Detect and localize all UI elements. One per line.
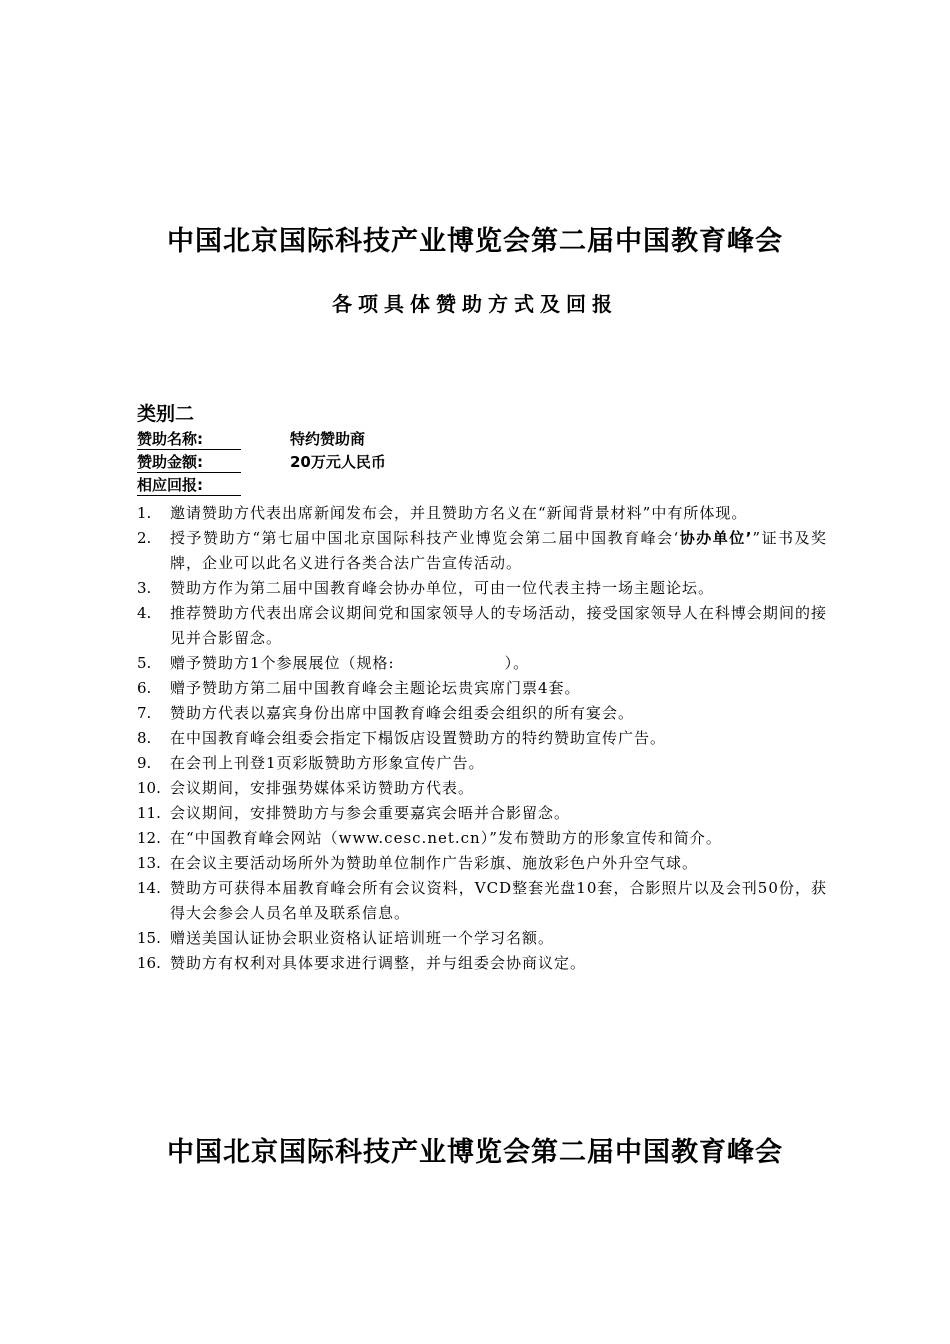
list-item bbox=[137, 576, 827, 601]
list-item bbox=[137, 651, 827, 676]
item-text: 在中国教育峰会组委会指定下榻饭店设置赞助方的特约赞助宣传广告。 bbox=[170, 729, 667, 747]
list-item bbox=[137, 951, 827, 976]
item-text: 在会议主要活动场所外为赞助单位制作广告彩旗、施放彩色户外升空气球。 bbox=[170, 854, 699, 872]
sponsor-name-row bbox=[137, 428, 827, 451]
list-item bbox=[137, 826, 827, 851]
item-text: ）。 bbox=[504, 654, 530, 672]
item-number: 8. bbox=[137, 729, 152, 747]
item-number: 10. bbox=[137, 779, 161, 797]
item-text-bold: 协办单位’ bbox=[679, 529, 753, 547]
item-text: 赞助方作为第二届中国教育峰会协办单位，可由一位代表主持一场主题论坛。 bbox=[170, 579, 715, 597]
sponsor-amount-value: 20万元人民币 bbox=[290, 453, 386, 471]
item-text: 邀请赞助方代表出席新闻发布会，并且赞助方名义在“新闻背景材料”中有所体现。 bbox=[170, 504, 748, 522]
item-number: 16. bbox=[137, 954, 161, 972]
list-item bbox=[137, 726, 827, 751]
sponsorship-section bbox=[137, 400, 827, 976]
returns-list bbox=[137, 501, 827, 976]
list-item bbox=[137, 926, 827, 951]
list-item bbox=[137, 501, 827, 526]
list-item bbox=[137, 701, 827, 726]
item-text: 推荐赞助方代表出席会议期间党和国家领导人的专场活动，接受国家领导人在科博会期间的接见并合影留念。 bbox=[170, 604, 827, 647]
item-text: 赞助方代表以嘉宾身份出席中国教育峰会组委会组织的所有宴会。 bbox=[170, 704, 635, 722]
item-number: 1. bbox=[137, 504, 152, 522]
list-item bbox=[137, 526, 827, 576]
document-subtitle: 各项具体赞助方式及回报 bbox=[332, 292, 618, 316]
item-text: 授予赞助方“第七届中国北京国际科技产业博览会第二届中国教育峰会‘ bbox=[170, 529, 680, 547]
item-number: 12. bbox=[137, 829, 161, 847]
item-number: 3. bbox=[137, 579, 152, 597]
item-number: 11. bbox=[137, 804, 161, 822]
item-text: 赠予赞助方第二届中国教育峰会主题论坛贵宾席门票4套。 bbox=[170, 679, 581, 697]
list-item bbox=[137, 776, 827, 801]
item-text: ”证书及奖牌，企业可以此名义进行各类合法广告宣传活动。 bbox=[170, 529, 828, 572]
returns-row bbox=[137, 474, 827, 497]
returns-label: 相应回报: bbox=[137, 475, 241, 496]
item-text: 赠送美国认证协会职业资格认证培训班一个学习名额。 bbox=[170, 929, 555, 947]
item-text: 会议期间，安排强势媒体采访赞助方代表。 bbox=[170, 779, 475, 797]
sponsor-amount-row bbox=[137, 451, 827, 474]
item-text: 赞助方有权利对具体要求进行调整，并与组委会协商议定。 bbox=[170, 954, 587, 972]
item-number: 7. bbox=[137, 704, 152, 722]
item-text: 在“中国教育峰会网站（www.cesc.net.cn）”发布赞助方的形象宣传和简介。 bbox=[170, 829, 722, 847]
list-item bbox=[137, 876, 827, 926]
list-item bbox=[137, 601, 827, 651]
item-text: 赠予赞助方1个参展展位（规格: bbox=[170, 654, 395, 672]
item-text: 会议期间，安排赞助方与参会重要嘉宾会晤并合影留念。 bbox=[170, 804, 571, 822]
list-item bbox=[137, 676, 827, 701]
next-page-title: 中国北京国际科技产业博览会第二届中国教育峰会 bbox=[167, 1137, 783, 1168]
sponsor-amount-label: 赞助金额: bbox=[137, 452, 241, 473]
category-heading: 类别二 bbox=[137, 403, 195, 425]
list-item bbox=[137, 851, 827, 876]
item-number: 14. bbox=[137, 879, 161, 897]
sponsor-name-label: 赞助名称: bbox=[137, 429, 241, 450]
item-number: 2. bbox=[137, 529, 152, 547]
item-number: 15. bbox=[137, 929, 161, 947]
document-title: 中国北京国际科技产业博览会第二届中国教育峰会 bbox=[167, 226, 783, 257]
item-number: 13. bbox=[137, 854, 161, 872]
list-item bbox=[137, 751, 827, 776]
item-text: 在会刊上刊登1页彩版赞助方形象宣传广告。 bbox=[170, 754, 485, 772]
item-text: 赞助方可获得本届教育峰会所有会议资料，VCD整套光盘10套，合影照片以及会刊50份，获得大会参会人员名单及联系信息。 bbox=[170, 879, 827, 922]
item-number: 4. bbox=[137, 604, 152, 622]
item-number: 6. bbox=[137, 679, 152, 697]
list-item bbox=[137, 801, 827, 826]
sponsor-name-value: 特约赞助商 bbox=[290, 430, 366, 448]
item-number: 9. bbox=[137, 754, 152, 772]
item-number: 5. bbox=[137, 654, 152, 672]
